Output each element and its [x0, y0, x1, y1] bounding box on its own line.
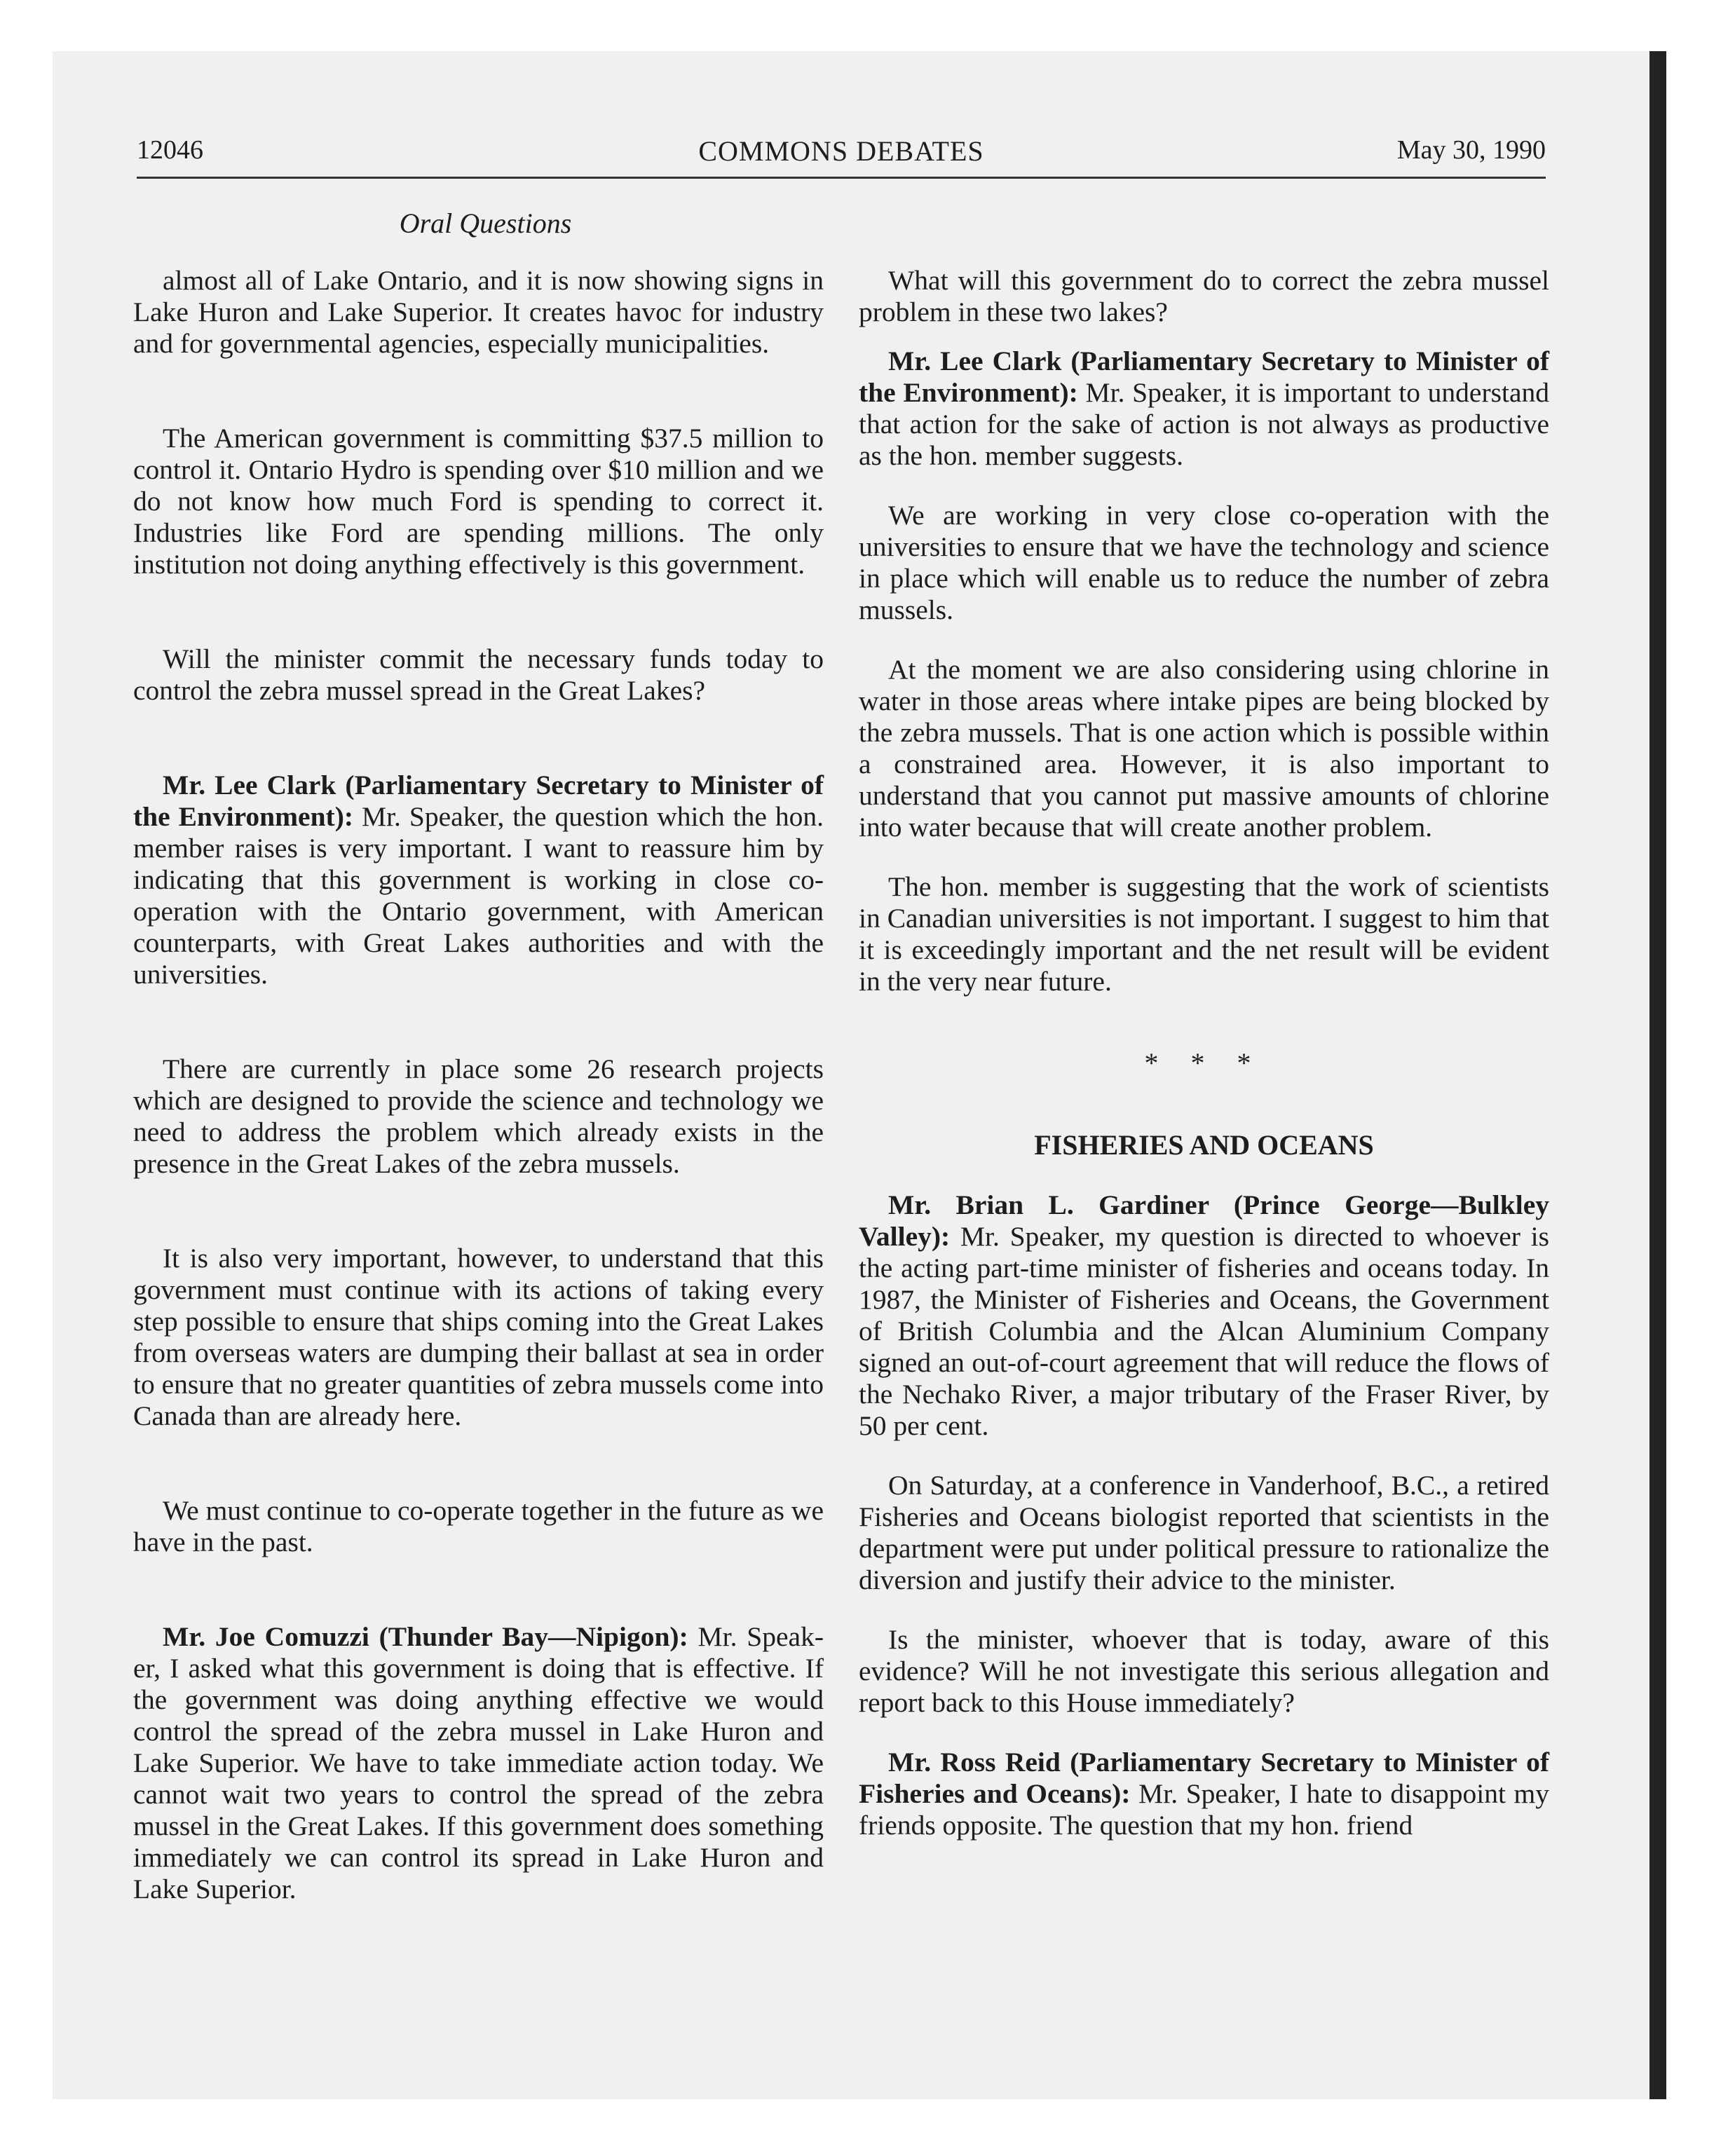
paragraph: Is the minister, whoever that is today, aware of this evidence? Will he not investigate this serious allegation and report back to this House immediately? — [859, 1624, 1549, 1718]
speaker-name: Mr. Joe Comuzzi (Thunder Bay—Nipigon): — [163, 1621, 688, 1652]
paragraph: It is also very important, however, to understand that this government must continue with its actions of taking every step possible to ensure that ships coming into the Great Lakes from overseas waters are dumping their ballast at sea in order to ensure that no greater quantities of zebra mussels come into Canada than are already here. — [133, 1243, 824, 1431]
journal-title: COMMONS DEBATES — [698, 135, 984, 167]
speech-text: Mr. Speaker, my question is directed to whoever is the acting part-time minister of fisheries and oceans today. In 1987, the Minister of Fisheries and Oceans, the Government of British Columbia and the Alcan Aluminium Company signed an out-of-court agreement that will reduce the flows of the Nechako River, a major tributary of the Fraser River, by 50 per cent. — [859, 1221, 1549, 1441]
page-number: 12046 — [137, 135, 203, 165]
speech-text: Mr. Speaker, it is important to understand that action for the sake of action is not always as productive as the hon. member suggests. — [859, 377, 1549, 471]
scan-edge-shadow — [1649, 51, 1666, 2099]
paragraph: At the moment we are also considering using chlorine in water in those areas where intake pipes are being blocked by the zebra mussels. That is one action which is possible within a constrained area. However, it is also important to understand that you cannot put massive amounts of chlorine into water because that will create another problem. — [859, 654, 1549, 842]
speaker-name: Mr. Ross Reid (Parliamentary Secretary to Minister of Fisheries and Oceans): — [859, 1747, 1549, 1809]
paragraph: We must continue to co-operate together in the future as we have in the past. — [133, 1495, 824, 1557]
left-column — [133, 265, 824, 1905]
speech-paragraph — [859, 1189, 1549, 1442]
section-separator: * * * — [1144, 1047, 1264, 1079]
paragraph: almost all of Lake Ontario, and it is now showing signs in Lake Huron and Lake Superior. It creates havoc for industry and for governmental agencies, especially municipalities. — [133, 265, 824, 359]
speech-paragraph — [133, 1621, 824, 1905]
paragraph: The American government is committing $37.5 million to control it. Ontario Hydro is spending over $10 million and we do not know how much Ford is spending to correct it. Industries like Ford are spending millions. The only institution not doing anything effectively is this government. — [133, 423, 824, 580]
page-date: May 30, 1990 — [1396, 135, 1546, 165]
speech-text: Mr. Speaker, I hate to disappoint my friends opposite. The question that my hon. friend — [859, 1778, 1550, 1841]
paragraph: What will this government do to correct the zebra mussel problem in these two lakes? — [859, 265, 1549, 327]
section-heading: FISHERIES AND OCEANS — [1034, 1129, 1374, 1161]
header-rule — [137, 177, 1546, 179]
paragraph: There are currently in place some 26 research projects which are designed to provide the science and technology we need to address the problem which already exists in the presence in the Great Lakes of the zebra mussels. — [133, 1053, 824, 1179]
speech-text: Mr. Speaker, the question which the hon. member raises is very important. I want to reassure him by indicating that this government is working in close co-operation with the Ontario government, with American counterparts, with Great Lakes authorities and with the universities. — [133, 801, 824, 990]
speech-paragraph — [133, 770, 824, 990]
paragraph: The hon. member is suggesting that the work of scientists in Canadian universities is not important. I suggest to him that it is exceedingly important and the net result will be evident in the very near future. — [859, 871, 1549, 997]
paragraph: On Saturday, at a conference in Vanderhoof, B.C., a retired Fisheries and Oceans biologist reported that scientists in the department were put under political pressure to rationalize the diversion and justify their advice to the minister. — [859, 1470, 1549, 1595]
paragraph: We are working in very close co-operation with the universities to ensure that we have the technology and science in place which will enable us to reduce the number of zebra mussels. — [859, 500, 1549, 625]
speech-text: Mr. Speaker, I asked what this government is doing that is effective. If the government was doing anything effective we would control the spread of the zebra mussel in Lake Huron and Lake Superior. We have to take immediate action today. We cannot wait two years to control the spread of the zebra mussel in the Great Lakes. If this government does something immediately we can control its spread in Lake Huron and Lake Superior. — [133, 1621, 824, 1904]
speaker-name: Mr. Lee Clark (Parliamentary Secretary to Minister of the Environment): — [133, 770, 824, 832]
speech-paragraph — [859, 346, 1549, 472]
page-header — [137, 135, 1546, 177]
speaker-name: Mr. Brian L. Gardiner (Prince George—Bulkley Valley): — [859, 1189, 1549, 1252]
speech-paragraph — [859, 1747, 1549, 1841]
speaker-name: Mr. Lee Clark (Parliamentary Secretary to Minister of the Environment): — [859, 346, 1549, 408]
right-column — [859, 265, 1549, 1841]
paragraph: Will the minister commit the necessary funds today to control the zebra mussel spread in the Great Lakes? — [133, 643, 824, 706]
section-label: Oral Questions — [399, 207, 572, 239]
